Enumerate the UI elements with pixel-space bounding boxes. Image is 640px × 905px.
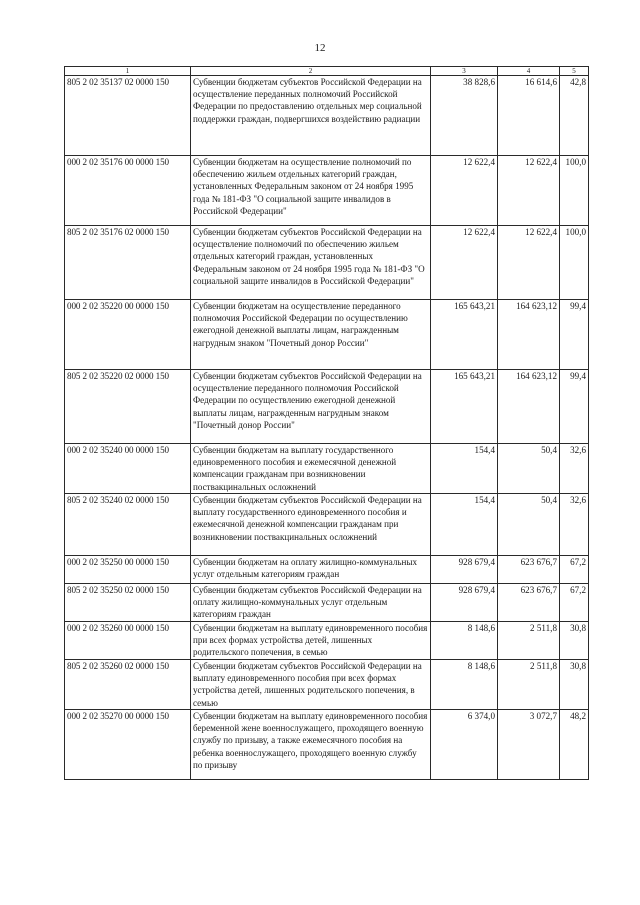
execution-percent-cell: 30,8 — [560, 622, 589, 660]
actual-amount-cell: 16 614,6 — [498, 76, 560, 156]
income-name-cell: Субвенции бюджетам на осуществление переданного полномочия Российской Федерации по осуществлению ежегодной денежной выплаты лицам, награжденным нагрудным знаком "Почетный донор России" — [191, 300, 431, 370]
budget-code-cell: 000 2 02 35240 00 0000 150 — [65, 444, 191, 494]
table-row — [65, 76, 589, 156]
actual-amount-cell: 3 072,7 — [498, 710, 560, 780]
income-name-cell: Субвенции бюджетам на оплату жилищно-коммунальных услуг отдельным категориям граждан — [191, 556, 431, 584]
budget-code-cell: 805 2 02 35250 02 0000 150 — [65, 584, 191, 622]
budget-code-cell: 805 2 02 35260 02 0000 150 — [65, 660, 191, 710]
actual-amount-cell: 2 511,8 — [498, 660, 560, 710]
execution-percent-cell: 30,8 — [560, 660, 589, 710]
budget-code-cell: 805 2 02 35176 02 0000 150 — [65, 226, 191, 300]
table-row — [65, 226, 589, 300]
table-row — [65, 444, 589, 494]
budget-code-cell: 000 2 02 35220 00 0000 150 — [65, 300, 191, 370]
column-header-1: 1 — [65, 67, 191, 76]
execution-percent-cell: 32,6 — [560, 444, 589, 494]
column-numbers-row — [65, 67, 589, 76]
budget-code-cell: 805 2 02 35240 02 0000 150 — [65, 494, 191, 556]
column-header-5: 5 — [560, 67, 589, 76]
actual-amount-cell: 164 623,12 — [498, 370, 560, 444]
budget-code-cell: 000 2 02 35270 00 0000 150 — [65, 710, 191, 780]
income-name-cell: Субвенции бюджетам на выплату единовременного пособия при всех формах устройства детей, лишенных родительского попечения, в семью — [191, 622, 431, 660]
actual-amount-cell: 2 511,8 — [498, 622, 560, 660]
income-name-cell: Субвенции бюджетам на выплату государственного единовременного пособия и ежемесячной денежной компенсации гражданам при возникновении поствакцинальных осложнений — [191, 444, 431, 494]
column-header-4: 4 — [498, 67, 560, 76]
table-row — [65, 660, 589, 710]
planned-amount-cell: 154,4 — [431, 494, 498, 556]
income-name-cell: Субвенции бюджетам субъектов Российской Федерации на осуществление переданных полномочий Российской Федерации по предоставлению отдельных мер социальной поддержки граждан, подвергшихся воздействию радиации — [191, 76, 431, 156]
budget-code-cell: 000 2 02 35250 00 0000 150 — [65, 556, 191, 584]
planned-amount-cell: 38 828,6 — [431, 76, 498, 156]
page-number: 12 — [314, 42, 326, 54]
execution-percent-cell: 100,0 — [560, 156, 589, 226]
execution-percent-cell: 48,2 — [560, 710, 589, 780]
actual-amount-cell: 12 622,4 — [498, 226, 560, 300]
planned-amount-cell: 928 679,4 — [431, 584, 498, 622]
table-row — [65, 584, 589, 622]
actual-amount-cell: 164 623,12 — [498, 300, 560, 370]
planned-amount-cell: 12 622,4 — [431, 226, 498, 300]
planned-amount-cell: 8 148,6 — [431, 622, 498, 660]
planned-amount-cell: 8 148,6 — [431, 660, 498, 710]
income-name-cell: Субвенции бюджетам на выплату единовременного пособия беременной жене военнослужащего, проходящего военную службу по призыву, а также ежемесячного пособия на ребенка военнослужащего, проходящего военную службу по призыву — [191, 710, 431, 780]
column-header-3: 3 — [431, 67, 498, 76]
execution-percent-cell: 67,2 — [560, 556, 589, 584]
actual-amount-cell: 12 622,4 — [498, 156, 560, 226]
execution-percent-cell: 67,2 — [560, 584, 589, 622]
execution-percent-cell: 100,0 — [560, 226, 589, 300]
table-row — [65, 370, 589, 444]
table-row — [65, 156, 589, 226]
table-row — [65, 622, 589, 660]
table-row — [65, 494, 589, 556]
execution-percent-cell: 32,6 — [560, 494, 589, 556]
execution-percent-cell: 42,8 — [560, 76, 589, 156]
budget-code-cell: 805 2 02 35137 02 0000 150 — [65, 76, 191, 156]
income-name-cell: Субвенции бюджетам субъектов Российской Федерации на выплату государственного единовременного пособия и ежемесячной денежной компенсации гражданам при возникновении поствакцинальных осложнений — [191, 494, 431, 556]
planned-amount-cell: 165 643,21 — [431, 300, 498, 370]
budget-code-cell: 805 2 02 35220 02 0000 150 — [65, 370, 191, 444]
actual-amount-cell: 50,4 — [498, 444, 560, 494]
planned-amount-cell: 6 374,0 — [431, 710, 498, 780]
table-row — [65, 300, 589, 370]
planned-amount-cell: 12 622,4 — [431, 156, 498, 226]
actual-amount-cell: 623 676,7 — [498, 556, 560, 584]
table-row — [65, 556, 589, 584]
planned-amount-cell: 154,4 — [431, 444, 498, 494]
planned-amount-cell: 165 643,21 — [431, 370, 498, 444]
income-name-cell: Субвенции бюджетам субъектов Российской Федерации на оплату жилищно-коммунальных услуг отдельным категориям граждан — [191, 584, 431, 622]
table-row — [65, 710, 589, 780]
income-name-cell: Субвенции бюджетам на осуществление полномочий по обеспечению жильем отдельных категорий граждан, установленных Федеральным законом от 24 ноября 1995 года № 181-ФЗ "О социальной защите инвалидов в Российской Федерации" — [191, 156, 431, 226]
column-header-2: 2 — [191, 67, 431, 76]
income-name-cell: Субвенции бюджетам субъектов Российской Федерации на выплату единовременного пособия при всех формах устройства детей, лишенных родительского попечения, в семью — [191, 660, 431, 710]
budget-code-cell: 000 2 02 35176 00 0000 150 — [65, 156, 191, 226]
planned-amount-cell: 928 679,4 — [431, 556, 498, 584]
budget-code-cell: 000 2 02 35260 00 0000 150 — [65, 622, 191, 660]
actual-amount-cell: 623 676,7 — [498, 584, 560, 622]
execution-percent-cell: 99,4 — [560, 300, 589, 370]
execution-percent-cell: 99,4 — [560, 370, 589, 444]
income-name-cell: Субвенции бюджетам субъектов Российской Федерации на осуществление полномочий по обеспечению жильем отдельных категорий граждан, установленных Федеральным законом от 24 ноября 1995 года № 181-ФЗ "О социальной защите инвалидов в Российской Федерации" — [191, 226, 431, 300]
actual-amount-cell: 50,4 — [498, 494, 560, 556]
budget-table — [64, 66, 589, 780]
income-name-cell: Субвенции бюджетам субъектов Российской Федерации на осуществление переданного полномочия Российской Федерации по осуществлению ежегодной денежной выплаты лицам, награжденным нагрудным знаком "Почетный донор России" — [191, 370, 431, 444]
